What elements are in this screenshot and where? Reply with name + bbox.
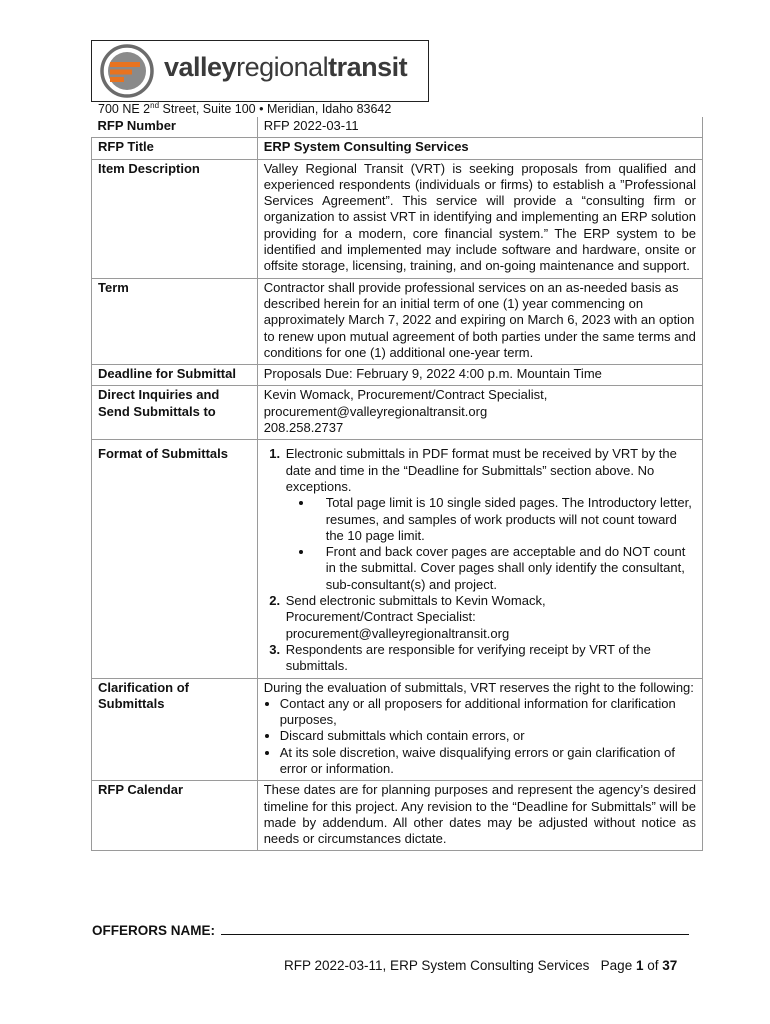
- contact-name: Kevin Womack, Procurement/Contract Specialist,: [263, 387, 548, 403]
- list-item: • Contact any or all proposers for additional information for clarification purposes,: [280, 696, 696, 729]
- list-item: • At its sole discretion, waive disqualifying errors or gain clarification of error or information.: [280, 745, 696, 778]
- clarification-list: [264, 696, 696, 777]
- inquiries-value: [257, 386, 702, 440]
- page-footer: RFP 2022-03-11, ERP System Consulting Services Page 1 of 37: [284, 958, 678, 973]
- table-row: [92, 138, 703, 159]
- table-row: [92, 440, 703, 678]
- logo-wordmark: valleyregionaltransit: [164, 52, 408, 82]
- term-value: Contractor shall provide professional services on an as-needed basis as described herein for an initial term of one (1) year commencing on approximately March 7, 2022 and expiring on March 6, 2023 with an option to renew upon mutual agreement of both parties under the same terms and conditions for one (1) additional one-year term.: [257, 278, 702, 364]
- list-item: • Front and back cover pages are acceptable and do NOT count in the submittal. Cover pages shall only identify the consultant, sub-consultant(s) and project.: [314, 544, 696, 593]
- list-item: 2. Send electronic submittals to Kevin Womack, Procurement/Contract Specialist: procurement@valleyregionaltransit.org: [284, 593, 696, 642]
- deadline-label: Deadline for Submittal: [92, 365, 258, 386]
- address: 700 NE 2nd Street, Suite 100 • Meridian, Idaho 83642: [98, 101, 392, 117]
- calendar-value: These dates are for planning purposes and represent the agency’s desired timeline for this project. Any revision to the “Deadline for Submittals” will be made by addendum. All other dates may be adjusted without notice as needs or circumstances dictate.: [257, 781, 702, 851]
- contact-phone: 208.258.2737: [263, 420, 344, 436]
- page-total: 37: [662, 958, 678, 973]
- vrt-logo-icon: [100, 44, 154, 98]
- list-item: • Total page limit is 10 single sided pages. The Introductory letter, resumes, and samples of work products will not count toward the 10 page limit.: [314, 495, 696, 544]
- offerors-name-field: [92, 922, 689, 938]
- calendar-label: RFP Calendar: [92, 781, 258, 851]
- clarification-label: Clarification of Submittals: [92, 678, 258, 781]
- format-value: [257, 440, 702, 678]
- list-item: • Discard submittals which contain errors, or: [280, 728, 696, 744]
- item-description-value: Valley Regional Transit (VRT) is seeking proposals from qualified and experienced respondents (individuals or firms) to establish a ”Professional Services Agreement”. This service will provide a “consulting firm or organization to assist VRT in identifying and implementing an ERP solution providing for a modern, core financial system.” The ERP system to be identified and implemented may include software and hardware, onsite or offsite storage, licensing, training, and on-going maintenance and support.: [257, 159, 702, 278]
- rfp-title-label: RFP Title: [92, 138, 258, 159]
- signature-line: [221, 922, 689, 935]
- contact-email: procurement@valleyregionaltransit.org: [263, 403, 488, 419]
- inquiries-label: Direct Inquiries and Send Submittals to: [92, 386, 258, 440]
- table-row: [92, 386, 703, 440]
- rfp-info-table: [91, 117, 703, 851]
- table-row: [92, 365, 703, 386]
- rfp-number-value: RFP 2022-03-11: [257, 117, 702, 138]
- rfp-number-label: RFP Number: [92, 117, 258, 138]
- table-row: [92, 678, 703, 781]
- rfp-title-value: ERP System Consulting Services: [257, 138, 702, 159]
- clarification-value: During the evaluation of submittals, VRT reserves the right to the following: • Contact any or all proposers for additional information for clarification purposes, • Discard submittals which contain errors, or • At its sole discretion, waive disqualifying errors or gain clarification of error or information.: [257, 678, 702, 781]
- table-row: [92, 781, 703, 851]
- table-row: [92, 278, 703, 364]
- logo-box: [91, 40, 429, 102]
- table-row: [92, 117, 703, 138]
- format-list: [264, 446, 696, 674]
- item-description-label: Item Description: [92, 159, 258, 278]
- list-item: 3. Respondents are responsible for verifying receipt by VRT of the submittals.: [284, 642, 696, 675]
- deadline-value: Proposals Due: February 9, 2022 4:00 p.m. Mountain Time: [257, 365, 702, 386]
- format-label: Format of Submittals: [92, 440, 258, 678]
- table-row: [92, 159, 703, 278]
- offerors-name-label: OFFERORS NAME:: [92, 923, 215, 938]
- term-label: Term: [92, 278, 258, 364]
- list-item: 1. Electronic submittals in PDF format must be received by VRT by the date and time in the “Deadline for Submittals” section above. No exceptions. • Total page limit is 10 single sided pages. The Introductory letter, resumes, and samples of work products will not count toward the 10 page limit. • Front and back cover pages are acceptable and do NOT count in the submittal. Cover pages shall only identify the consultant, sub-consultant(s) and project.: [284, 446, 696, 593]
- page-number: 1: [635, 958, 644, 973]
